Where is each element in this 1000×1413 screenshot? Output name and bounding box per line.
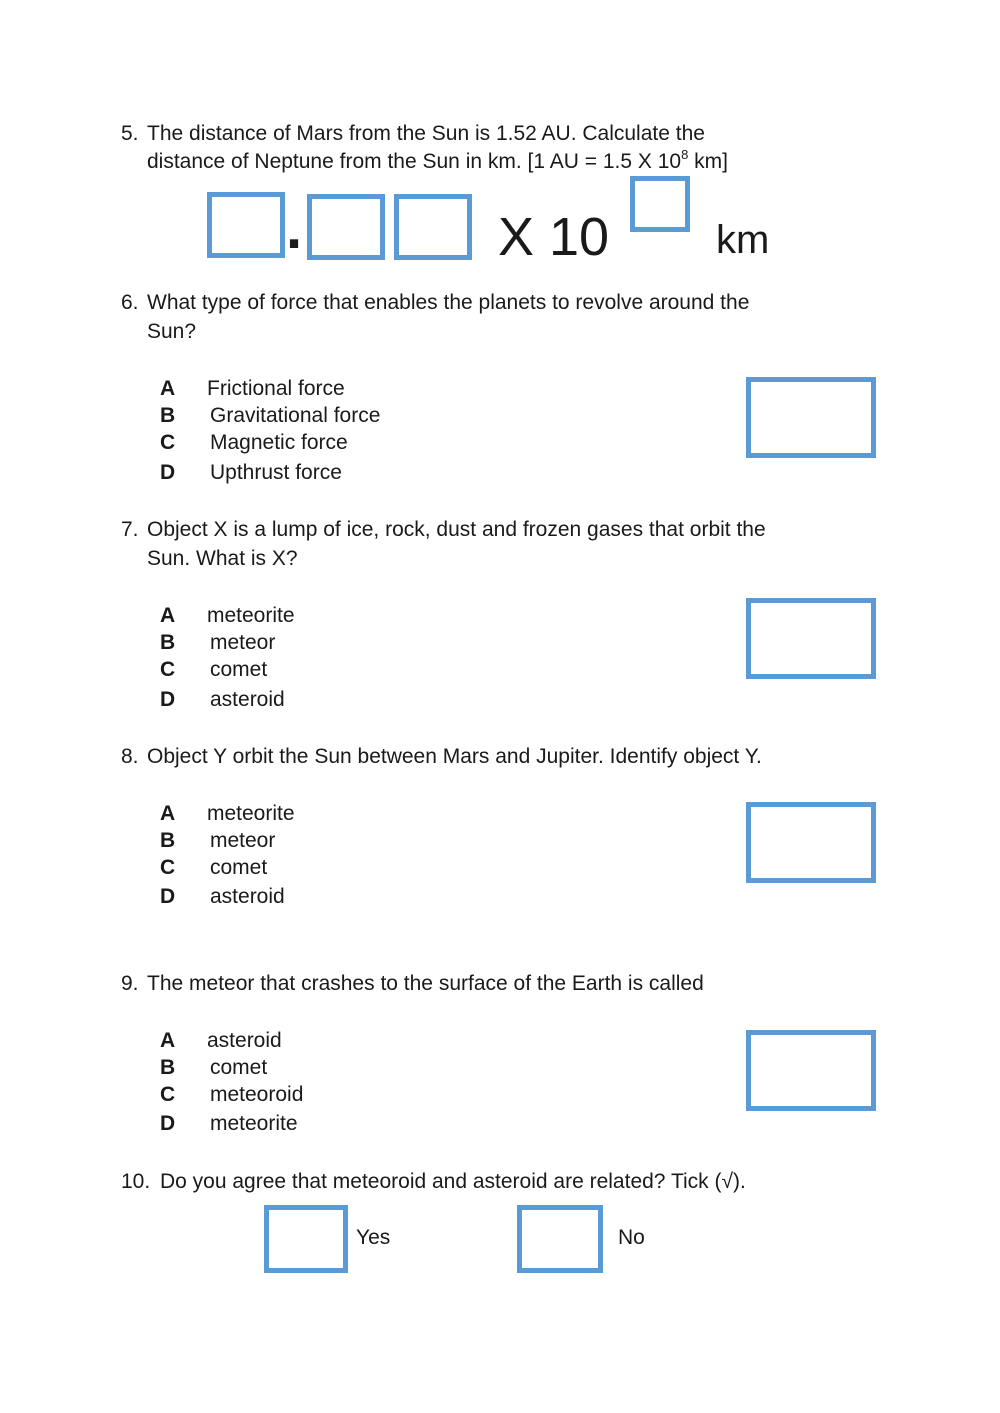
- option-letter-c: C: [160, 1083, 176, 1106]
- question-number: 7.: [121, 518, 139, 541]
- answer-box-q7[interactable]: [746, 598, 876, 679]
- question-7: [121, 516, 881, 576]
- exponent: 8: [681, 147, 689, 162]
- question-text-line-2: Sun. What is X?: [147, 547, 298, 570]
- option-text-a: asteroid: [207, 1029, 282, 1052]
- option-letter-d: D: [160, 688, 176, 711]
- answer-box-q9[interactable]: [746, 1030, 876, 1111]
- question-text-line-2: Sun?: [147, 320, 197, 343]
- option-text-d: meteorite: [210, 1112, 298, 1135]
- option-letter-a: A: [160, 377, 176, 400]
- option-letter-c: C: [160, 658, 176, 681]
- option-text-c: comet: [210, 856, 268, 879]
- decimal-point: .: [286, 196, 303, 261]
- times-ten-label: X 10: [498, 207, 610, 267]
- option-text-c: meteoroid: [210, 1083, 304, 1106]
- option-letter-d: D: [160, 1112, 176, 1135]
- option-text-c: comet: [210, 658, 268, 681]
- option-letter-d: D: [160, 885, 176, 908]
- question-9: [121, 970, 881, 1000]
- option-text-b: meteor: [210, 631, 276, 654]
- option-letter-b: B: [160, 829, 176, 852]
- option-letter-d: D: [160, 461, 176, 484]
- question-number: 6.: [121, 291, 139, 314]
- option-letter-a: A: [160, 604, 176, 627]
- no-label: No: [618, 1226, 645, 1249]
- answer-box-q6[interactable]: [746, 377, 876, 458]
- answer-box-digit-2[interactable]: [307, 194, 385, 260]
- option-letter-b: B: [160, 404, 176, 427]
- option-text-c: Magnetic force: [210, 431, 348, 454]
- answer-box-digit-3[interactable]: [394, 194, 472, 260]
- unit-label: km: [716, 218, 770, 262]
- question-number: 10.: [121, 1170, 151, 1193]
- option-text-b: meteor: [210, 829, 276, 852]
- question-text-line-1: Object Y orbit the Sun between Mars and Jupiter. Identify object Y.: [147, 745, 762, 768]
- question-10: [121, 1168, 881, 1198]
- option-letter-b: B: [160, 1056, 176, 1079]
- question-text-line-1: Do you agree that meteoroid and asteroid are related? Tick (√).: [160, 1170, 746, 1193]
- option-text-b: comet: [210, 1056, 268, 1079]
- option-text-a: meteorite: [207, 802, 295, 825]
- yes-label: Yes: [356, 1226, 391, 1249]
- option-text-d: Upthrust force: [210, 461, 342, 484]
- option-letter-c: C: [160, 431, 176, 454]
- question-6: [121, 289, 881, 349]
- question-text-line-1: The distance of Mars from the Sun is 1.52 AU. Calculate the: [147, 122, 705, 145]
- question-number: 5.: [121, 122, 139, 145]
- option-text-d: asteroid: [210, 688, 285, 711]
- question-text-line-1: Object X is a lump of ice, rock, dust and frozen gases that orbit the: [147, 518, 766, 541]
- question-text-line-2: distance of Neptune from the Sun in km. [1 AU = 1.5 X $10^8$ km]: [147, 147, 728, 173]
- option-letter-c: C: [160, 856, 176, 879]
- answer-box-exponent[interactable]: [630, 176, 690, 232]
- option-text-a: Frictional force: [207, 377, 345, 400]
- option-text-a: meteorite: [207, 604, 295, 627]
- option-text-d: asteroid: [210, 885, 285, 908]
- question-number: 9.: [121, 972, 139, 995]
- question-8: [121, 743, 881, 773]
- question-5: [121, 120, 881, 180]
- tick-box-no[interactable]: [517, 1205, 603, 1273]
- tick-box-yes[interactable]: [264, 1205, 348, 1273]
- answer-box-digit-1[interactable]: [207, 192, 285, 258]
- option-letter-b: B: [160, 631, 176, 654]
- option-text-b: Gravitational force: [210, 404, 381, 427]
- option-letter-a: A: [160, 1029, 176, 1052]
- answer-box-q8[interactable]: [746, 802, 876, 883]
- question-number: 8.: [121, 745, 139, 768]
- question-text-line-1: What type of force that enables the planets to revolve around the: [147, 291, 750, 314]
- option-letter-a: A: [160, 802, 176, 825]
- question-text-line-1: The meteor that crashes to the surface of the Earth is called: [147, 972, 704, 995]
